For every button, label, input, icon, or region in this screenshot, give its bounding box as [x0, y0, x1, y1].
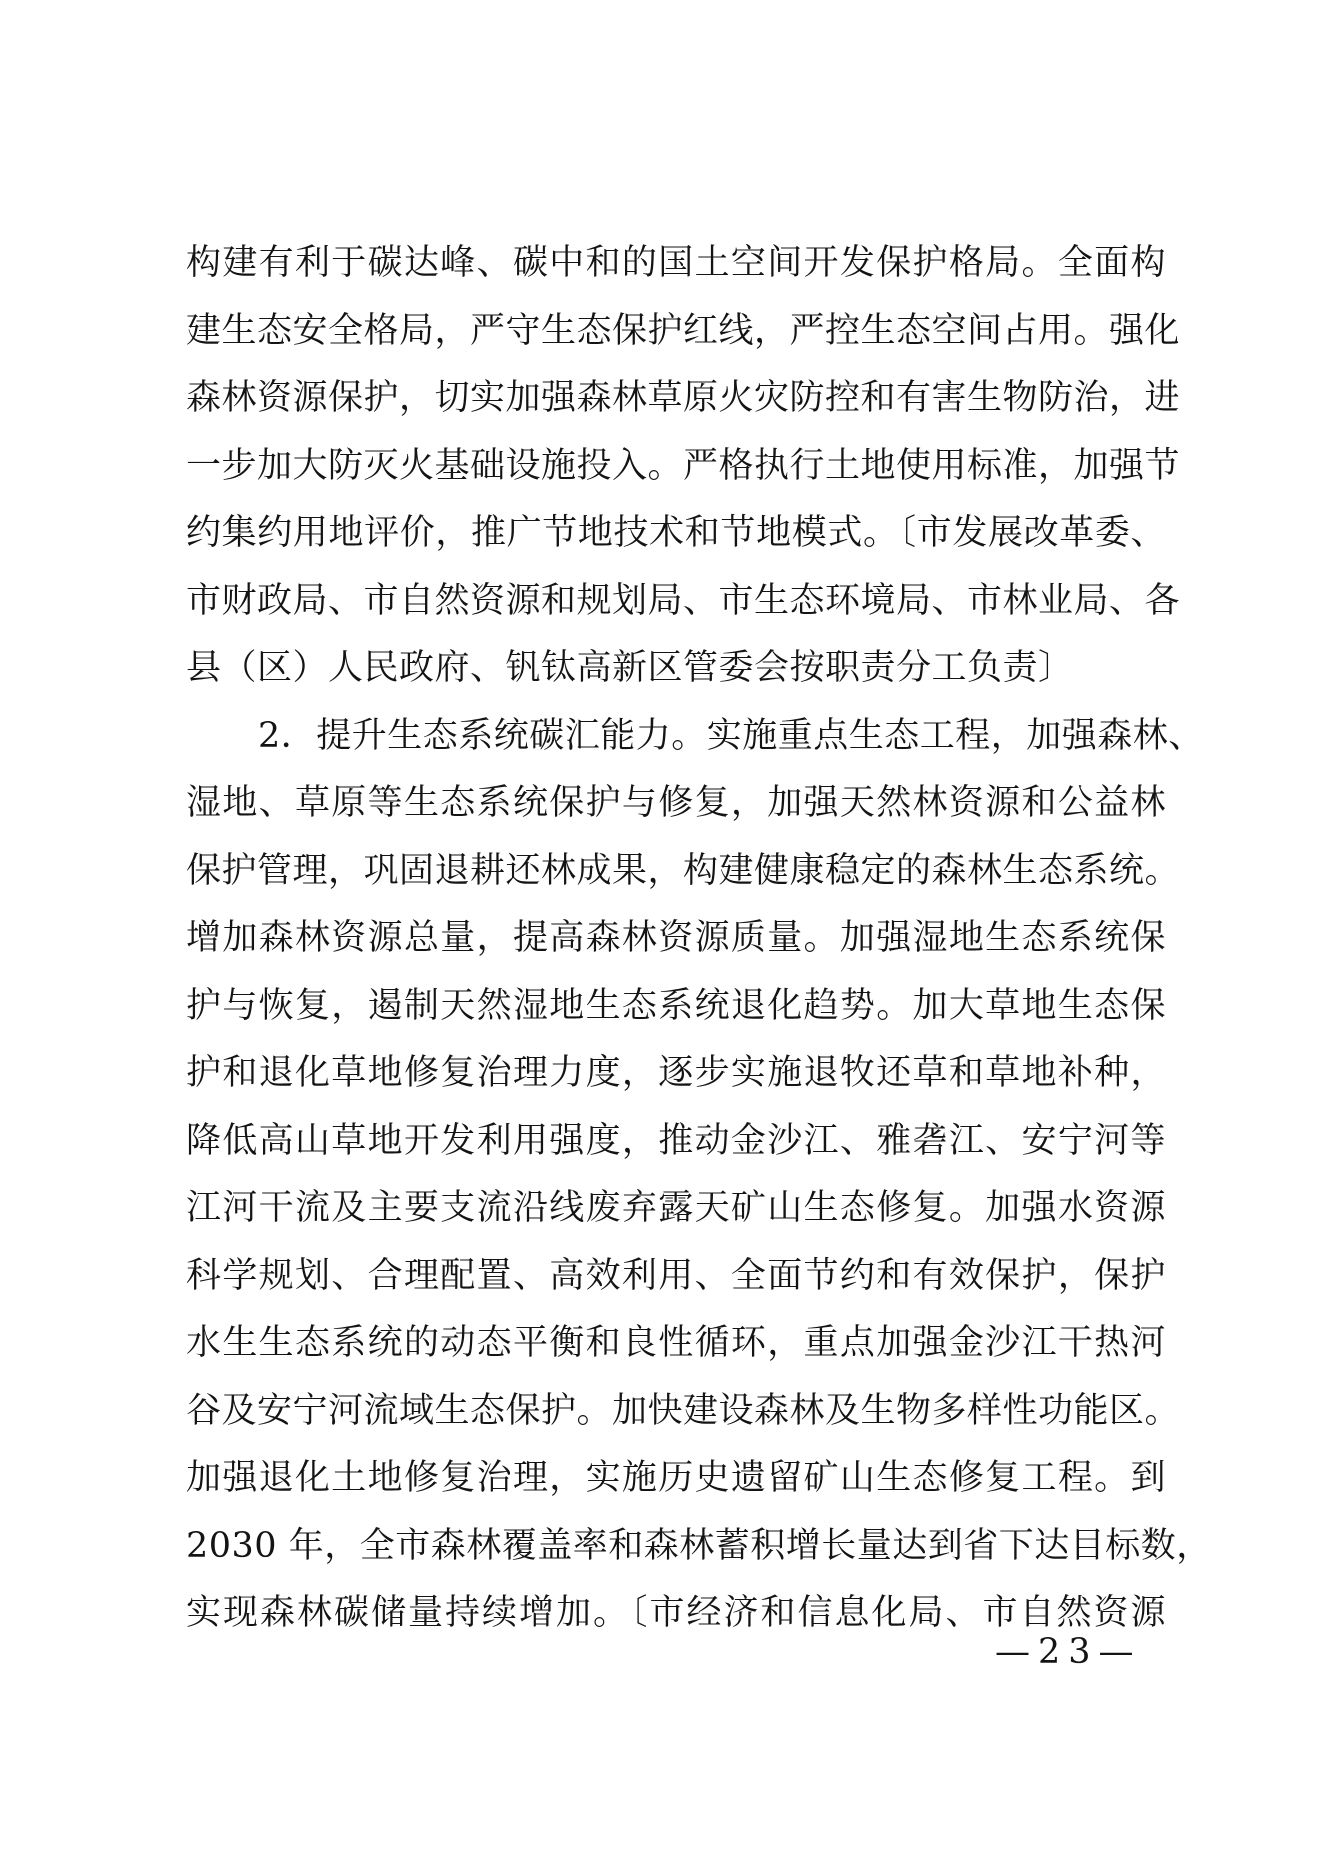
text-line: 2030 年，全市森林覆盖率和森林蓄积增长量达到省下达目标数， [186, 1525, 1212, 1566]
text-line: 水生生态系统的动态平衡和良性循环，重点加强金沙江干热河 [186, 1323, 1166, 1363]
text-line: 一步加大防灭火基础设施投入。严格执行土地使用标准，加强节 [186, 445, 1181, 486]
text-line: 构建有利于碳达峰、碳中和的国土空间开发保护格局。全面构 [186, 243, 1166, 283]
text-line: 谷及安宁河流域生态保护。加快建设森林及生物多样性功能区。 [186, 1390, 1181, 1431]
text-line: 护和退化草地修复治理力度，逐步实施退牧还草和草地补种， [186, 1053, 1166, 1093]
body-text [186, 230, 1212, 1648]
text-line: 市财政局、市自然资源和规划局、市生态环境局、市林业局、各 [186, 580, 1181, 621]
page-number: —23— [995, 1632, 1142, 1672]
text-line: 江河干流及主要支流沿线废弃露天矿山生态修复。加强水资源 [186, 1188, 1166, 1228]
text-line: 降低高山草地开发利用强度，推动金沙江、雅砻江、安宁河等 [186, 1120, 1166, 1161]
text-line: 保护管理，巩固退耕还林成果，构建健康稳定的森林生态系统。 [186, 850, 1181, 891]
text-line: 建生态安全格局，严守生态保护红线，严控生态空间占用。强化 [186, 310, 1181, 351]
text-line: 实现森林碳储量持续增加。〔市经济和信息化局、市自然资源 [186, 1593, 1166, 1633]
text-line: 县（区）人民政府、钒钛高新区管委会按职责分工负责〕 [186, 648, 1074, 688]
text-line: 森林资源保护，切实加强森林草原火灾防控和有害生物防治，进 [186, 378, 1181, 418]
text-line: 科学规划、合理配置、高效利用、全面节约和有效保护，保护 [186, 1255, 1166, 1296]
text-line: 增加森林资源总量，提高森林资源质量。加强湿地生态系统保 [186, 918, 1166, 958]
text-line: 约集约用地评价，推广节地技术和节地模式。〔市发展改革委、 [186, 513, 1166, 553]
text-line: 湿地、草原等生态系统保护与修复，加强天然林资源和公益林 [186, 783, 1166, 823]
paragraph-start-line: 2．提升生态系统碳汇能力。实施重点生态工程，加强森林、 [258, 715, 1204, 756]
text-line: 护与恢复，遏制天然湿地生态系统退化趋势。加大草地生态保 [186, 985, 1166, 1026]
text-line: 加强退化土地修复治理，实施历史遗留矿山生态修复工程。到 [186, 1458, 1166, 1498]
